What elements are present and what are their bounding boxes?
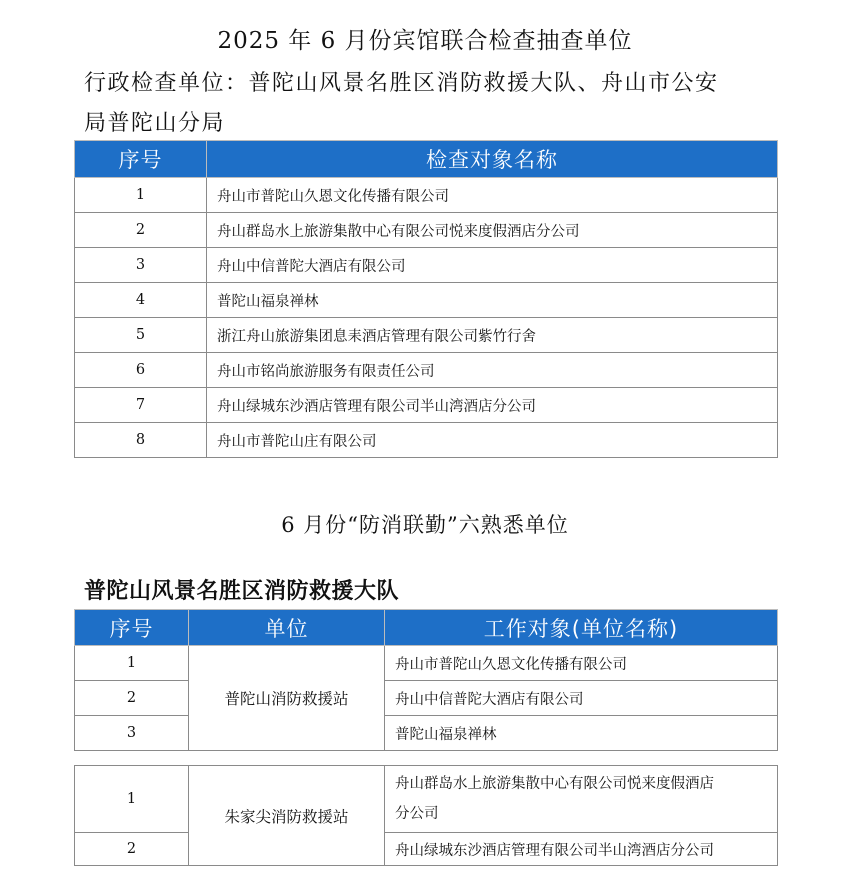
inspection-units-line2: 局普陀山分局 [84,111,226,136]
table-row [75,766,778,833]
table-row [75,353,778,388]
table-header-row [75,141,778,178]
table-header-row [75,610,778,646]
putuoshan-station-table [74,609,778,751]
row-name: 舟山市普陀山久恩文化传播有限公司 [207,178,778,213]
column-header-no: 序号 [75,610,189,646]
row-name: 舟山市铭尚旅游服务有限责任公司 [207,353,778,388]
inspection-table [74,140,778,458]
zhujiajian-station-table [74,765,778,866]
row-number: 8 [75,423,207,458]
row-number: 1 [75,646,189,681]
row-number: 6 [75,353,207,388]
table-row [75,388,778,423]
page-title: 2025 年 6 月份宾馆联合检查抽查单位 [217,28,633,54]
row-name: 浙江舟山旅游集团息耒酒店管理有限公司紫竹行舍 [207,318,778,353]
table-row [75,423,778,458]
row-number: 2 [75,213,207,248]
table-row [75,681,778,716]
row-target: 普陀山福泉禅林 [385,716,778,751]
table-row [75,716,778,751]
column-header-target: 工作对象(单位名称) [385,610,778,646]
unit-name: 普陀山消防救援站 [189,646,385,751]
table-row [75,833,778,866]
table-row [75,248,778,283]
row-number: 2 [75,681,189,716]
row-number: 3 [75,716,189,751]
row-number: 1 [75,766,189,833]
column-header-unit: 单位 [189,610,385,646]
row-target [385,766,778,833]
row-number: 1 [75,178,207,213]
brigade-heading: 普陀山风景名胜区消防救援大队 [84,579,400,604]
table-row [75,213,778,248]
table-row [75,646,778,681]
row-target-line1: 舟山群岛水上旅游集散中心有限公司悦来度假酒店 [395,776,714,792]
row-target-line2: 分公司 [395,806,439,822]
unit-name: 朱家尖消防救援站 [189,766,385,866]
table-row [75,318,778,353]
row-name: 舟山绿城东沙酒店管理有限公司半山湾酒店分公司 [207,388,778,423]
row-name: 普陀山福泉禅林 [207,283,778,318]
row-number: 2 [75,833,189,866]
row-target: 舟山绿城东沙酒店管理有限公司半山湾酒店分公司 [385,833,778,866]
table-row [75,283,778,318]
row-name: 舟山群岛水上旅游集散中心有限公司悦来度假酒店分公司 [207,213,778,248]
row-target: 舟山中信普陀大酒店有限公司 [385,681,778,716]
table-row [75,178,778,213]
row-number: 4 [75,283,207,318]
inspection-units-line1: 行政检查单位：普陀山风景名胜区消防救援大队、舟山市公安 [84,71,719,96]
row-number: 3 [75,248,207,283]
row-target: 舟山市普陀山久恩文化传播有限公司 [385,646,778,681]
column-header-no: 序号 [75,141,207,178]
row-number: 7 [75,388,207,423]
row-name: 舟山市普陀山庄有限公司 [207,423,778,458]
column-header-name: 检查对象名称 [207,141,778,178]
section-title: 6 月份“防消联勤”六熟悉单位 [281,513,569,537]
row-name: 舟山中信普陀大酒店有限公司 [207,248,778,283]
row-number: 5 [75,318,207,353]
